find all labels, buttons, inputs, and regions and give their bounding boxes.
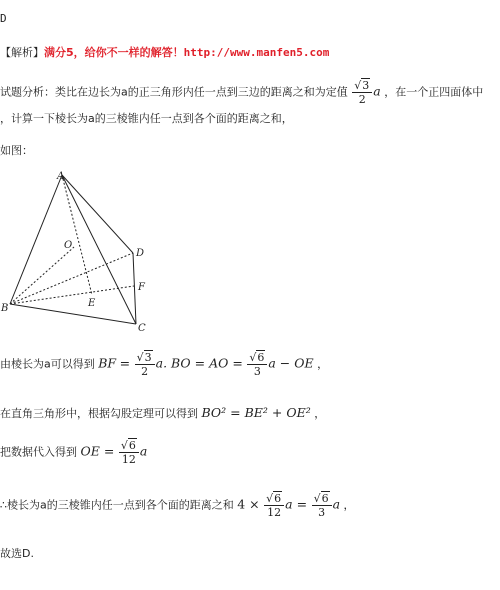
label-B: B: [1, 303, 9, 314]
eq1-bf: BF: [98, 355, 117, 371]
eq1-f2-num: 6: [257, 351, 265, 364]
eq1-f1-den: 2: [141, 365, 149, 378]
eq4-fraction-1: $\frac{√6}{12}$: [264, 493, 284, 518]
line1-var: a: [373, 83, 381, 99]
tetrahedron-figure: [0, 165, 160, 335]
edge-AD: [62, 175, 133, 253]
eq3-f-num: 6: [128, 439, 136, 452]
promo-text: 满分5，给你不一样的解答！: [44, 46, 184, 59]
source-link[interactable]: http://www.manfen5.com: [183, 46, 330, 59]
eq3-lhs: OE =: [80, 443, 115, 459]
eq2-formula: BO² = BE² + OE²: [201, 405, 311, 420]
eq4-a: a: [332, 496, 341, 512]
eq1-equals: =: [119, 355, 131, 371]
eq4-f1-den: 12: [267, 506, 282, 519]
analysis-line-2: ，计算一下棱长为a的三棱锥内任一点到各个面的距离之和，: [0, 112, 293, 125]
edge-AC: [62, 175, 136, 324]
line1-prefix: 试题分析：类比在边长为a的正三角形内任一点到三边的距离之和为定值: [0, 85, 348, 99]
eq3-a: a: [139, 443, 148, 459]
edge-BD-hidden: [10, 253, 133, 304]
figure-intro: 如图：: [0, 144, 33, 157]
label-D: D: [136, 248, 145, 259]
eq1-prefix: 由棱长为a可以得到: [0, 357, 95, 371]
analysis-tag: 【解析】: [0, 46, 44, 59]
label-F: F: [138, 282, 145, 293]
eq3-f-den: 12: [121, 453, 136, 466]
eq1-suffix: ，: [317, 357, 329, 371]
label-E: E: [88, 298, 96, 309]
eq1-a: a: [155, 355, 164, 371]
equation-line-3: [0, 440, 147, 465]
label-A: A: [57, 171, 65, 182]
analysis-line-1: [0, 80, 483, 105]
conclusion: 故选D.: [0, 547, 34, 560]
edge-DC: [133, 253, 136, 324]
label-O: O: [64, 240, 73, 251]
label-C: C: [138, 323, 146, 334]
eq1-fraction-1: $\frac{√3}{2}$: [135, 352, 155, 377]
eq4-f2-den: 3: [318, 506, 326, 519]
eq4-f2-num: 6: [321, 492, 329, 505]
segment-BF-hidden: [10, 286, 134, 304]
eq4-prefix: ∴棱长为a的三棱锥内任一点到各个面的距离之和: [0, 498, 234, 512]
line1-suffix: ，在一个正四面体中: [384, 85, 484, 99]
eq4-mid: a =: [285, 496, 308, 512]
eq2-prefix: 在直角三角形中，根据勾股定理可以得到: [0, 407, 198, 420]
fraction-den: 2: [358, 93, 366, 106]
eq4-f1-num: 6: [274, 492, 282, 505]
equation-line-4: [0, 493, 355, 518]
eq3-fraction: $\frac{√6}{12}$: [119, 440, 139, 465]
edge-BC: [10, 304, 136, 324]
eq1-mid: . BO = AO =: [163, 355, 243, 371]
edge-AB: [10, 175, 62, 304]
equation-line-2: [0, 405, 325, 421]
eq1-f2-den: 3: [253, 365, 261, 378]
fraction-num: 3: [362, 79, 370, 92]
analysis-header: [0, 44, 329, 60]
eq1-fraction-2: $\frac{√6}{3}$: [247, 352, 267, 377]
eq1-f1-num: 3: [144, 351, 152, 364]
eq2-suffix: ，: [314, 407, 326, 420]
eq3-prefix: 把数据代入得到: [0, 445, 77, 459]
eq4-mult: 4 ×: [237, 496, 260, 512]
segment-AE-hidden: [62, 175, 92, 295]
eq4-fraction-2: $\frac{√6}{3}$: [312, 493, 332, 518]
answer-letter: D: [0, 12, 7, 25]
eq1-tail: a − OE: [268, 355, 314, 371]
equation-line-1: [0, 352, 328, 377]
eq4-suffix: ，: [343, 498, 355, 512]
fraction-sqrt3-over-2: $\frac{√3}{2}$: [352, 80, 372, 105]
segment-BO-hidden: [10, 247, 74, 304]
